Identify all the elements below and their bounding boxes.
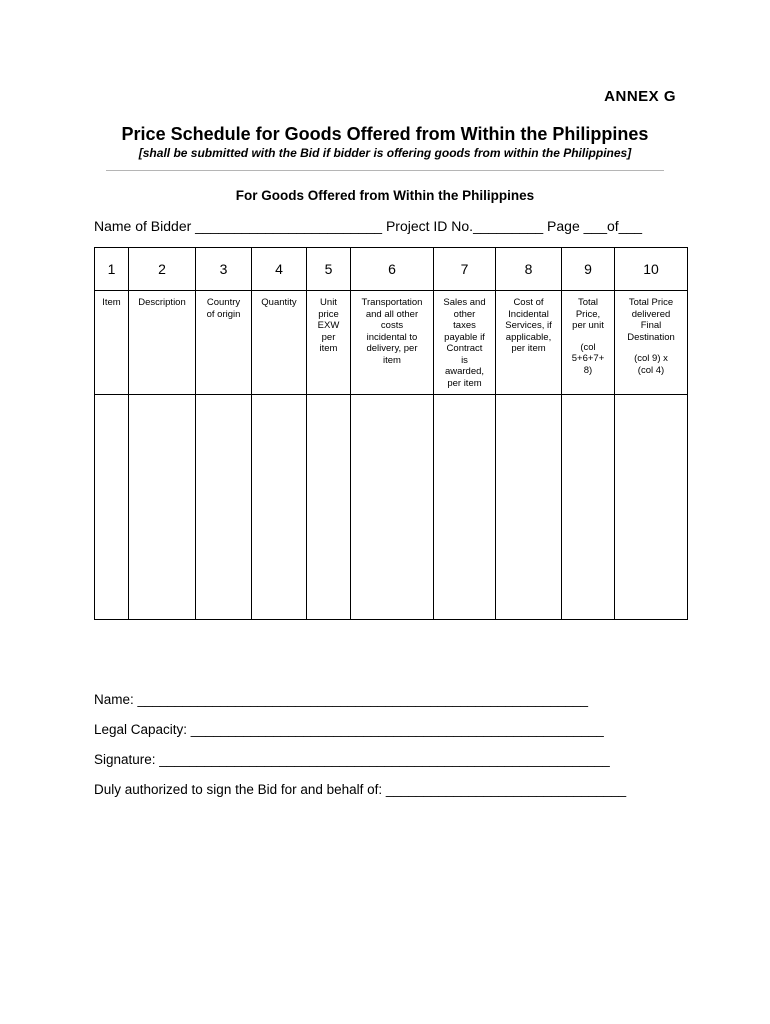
column-description xyxy=(351,291,434,395)
column-description xyxy=(496,291,562,395)
column-number: 6 xyxy=(351,248,434,291)
line-gap xyxy=(615,343,687,353)
column-description-line: Total Price xyxy=(628,297,674,308)
entry-cell[interactable] xyxy=(252,395,307,620)
section-heading: For Goods Offered from Within the Philippines xyxy=(235,188,535,203)
entry-cell[interactable] xyxy=(434,395,496,620)
column-description-line: Total xyxy=(577,297,599,308)
entry-cell[interactable] xyxy=(615,395,688,620)
column-description-line: item xyxy=(319,343,338,354)
column-description-line: other xyxy=(453,308,476,320)
column-description-line: per unit xyxy=(572,320,604,331)
column-description-line: costs xyxy=(380,320,404,331)
column-description-line: Contract xyxy=(446,343,483,354)
column-description-line: of origin xyxy=(206,308,241,320)
page-count-field[interactable]: Page ___of___ xyxy=(547,218,643,234)
column-description xyxy=(196,291,252,395)
title-divider xyxy=(106,170,664,171)
column-description-line: applicable, xyxy=(505,331,552,343)
name-field[interactable]: Name: ____________________________________________________________ xyxy=(94,692,588,707)
column-number: 8 xyxy=(496,248,562,291)
legal-capacity-field[interactable]: Legal Capacity: _______________________________________________________ xyxy=(94,722,604,737)
column-number: 5 xyxy=(307,248,351,291)
column-description-line: Item xyxy=(102,297,121,308)
column-description-line: Sales and xyxy=(443,297,486,308)
column-description-line: per item xyxy=(447,377,482,389)
column-description-line: Incidental xyxy=(508,308,549,320)
bidder-info-line xyxy=(94,218,642,234)
column-description xyxy=(252,291,307,395)
column-description-line: incidental to xyxy=(366,331,418,343)
column-description-line: price xyxy=(318,308,339,320)
column-description xyxy=(434,291,496,395)
column-description-line: Transportation xyxy=(361,297,423,308)
column-description-line: item xyxy=(383,354,401,366)
price-schedule-table xyxy=(94,247,688,620)
column-description-line: taxes xyxy=(453,320,476,331)
page-subtitle: [shall be submitted with the Bid if bidder is offering goods from within the Philippines] xyxy=(138,146,632,160)
annex-label: ANNEX G xyxy=(604,88,676,105)
column-description-line: Price, xyxy=(575,308,601,320)
column-description-line: Description xyxy=(138,297,186,308)
page-title: Price Schedule for Goods Offered from Within the Philippines xyxy=(121,124,649,144)
column-description xyxy=(307,291,351,395)
column-description xyxy=(562,291,615,395)
column-description-line: EXW xyxy=(317,320,340,331)
column-description-line: per xyxy=(321,331,336,343)
authorized-to-sign-field[interactable]: Duly authorized to sign the Bid for and behalf of: ________________________________ xyxy=(94,782,627,797)
column-number: 10 xyxy=(615,248,688,291)
entry-cell[interactable] xyxy=(351,395,434,620)
entry-row xyxy=(95,395,688,620)
column-number: 7 xyxy=(434,248,496,291)
entry-cell[interactable] xyxy=(307,395,351,620)
entry-cell[interactable] xyxy=(196,395,252,620)
column-number: 9 xyxy=(562,248,615,291)
entry-cell[interactable] xyxy=(129,395,196,620)
column-description-line: (col 9) x xyxy=(634,353,668,364)
column-description-line: Unit xyxy=(320,297,337,308)
column-number: 1 xyxy=(95,248,129,291)
column-number: 4 xyxy=(252,248,307,291)
column-description-line: per item xyxy=(511,343,546,354)
column-description-line: and all other xyxy=(365,308,419,320)
column-description xyxy=(615,291,688,395)
line-gap xyxy=(562,332,614,342)
entry-cell[interactable] xyxy=(95,395,129,620)
column-description-line: 5+6+7+ xyxy=(571,353,605,364)
column-number: 3 xyxy=(196,248,252,291)
column-description-line: awarded, xyxy=(444,366,485,377)
column-description-line: Final xyxy=(640,320,662,331)
column-description-row xyxy=(95,291,688,395)
column-description-line: Cost of xyxy=(513,297,544,308)
column-number-row xyxy=(95,248,688,291)
column-description xyxy=(95,291,129,395)
signature-field[interactable]: Signature: ____________________________________________________________ xyxy=(94,752,610,767)
project-id-blank[interactable]: _________ xyxy=(473,218,544,234)
bidder-name-blank[interactable]: ________________________ xyxy=(195,218,383,234)
column-description-line: (col 4) xyxy=(637,364,665,376)
entry-cell[interactable] xyxy=(562,395,615,620)
column-description-line: (col xyxy=(580,341,596,353)
bidder-name-label: Name of Bidder xyxy=(94,218,192,234)
column-description-line: delivery, per xyxy=(366,343,418,354)
column-number: 2 xyxy=(129,248,196,291)
column-description-line: Destination xyxy=(627,331,675,343)
entry-cell[interactable] xyxy=(496,395,562,620)
column-description xyxy=(129,291,196,395)
column-description-line: payable if xyxy=(444,331,485,343)
column-description-line: delivered xyxy=(631,308,671,320)
column-description-line: Country xyxy=(206,297,241,308)
column-description-line: 8) xyxy=(583,364,593,376)
column-description-line: Quantity xyxy=(261,297,297,308)
column-description-line: is xyxy=(461,354,468,366)
project-id-label: Project ID No. xyxy=(385,218,474,234)
column-description-line: Services, if xyxy=(505,320,552,331)
